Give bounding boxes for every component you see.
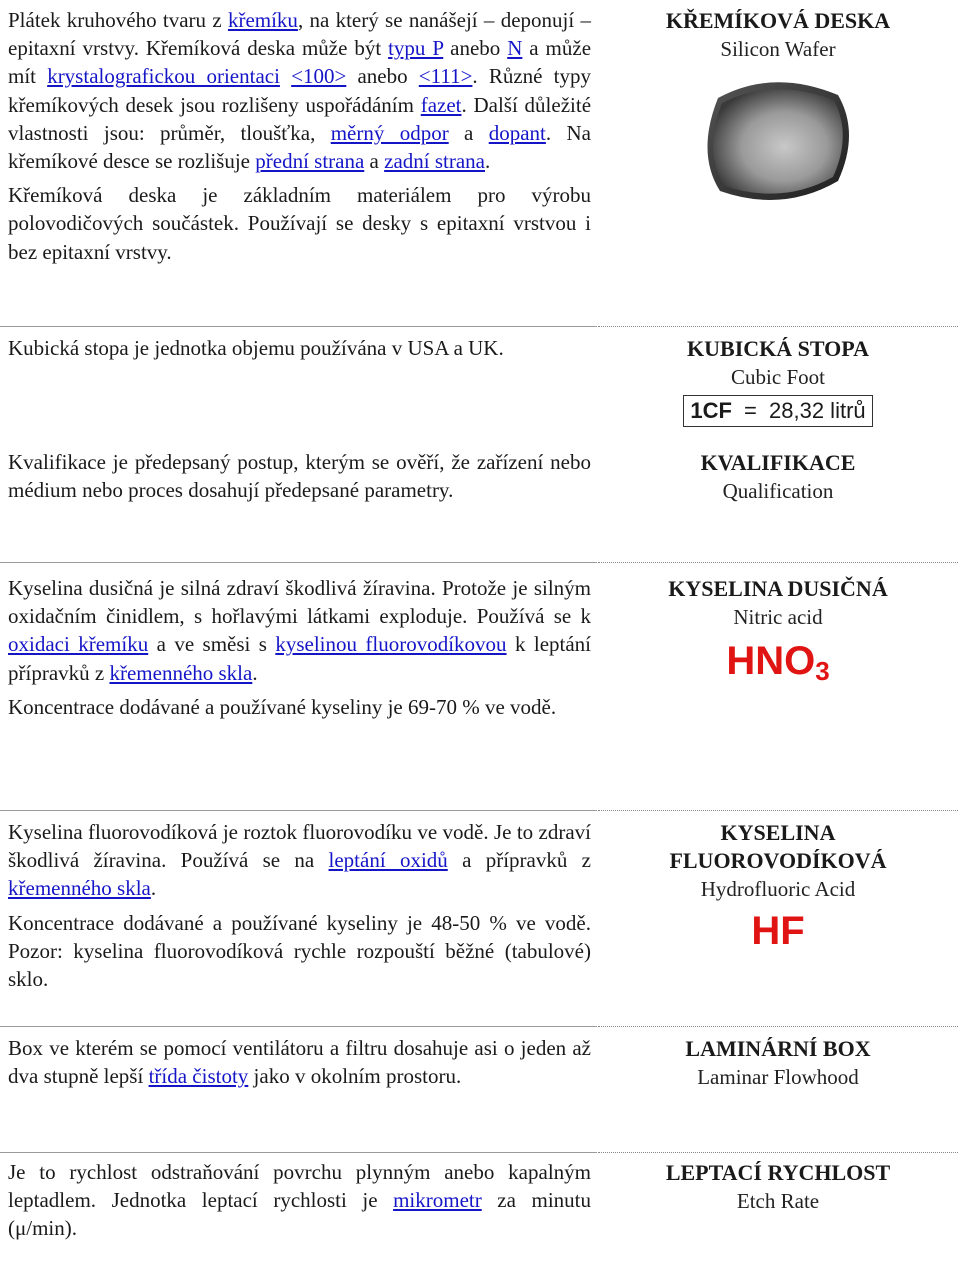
formula-subscript: 3	[815, 656, 830, 686]
text-run: a může mít	[8, 36, 592, 89]
text-run: . Další důležité vlastnosti jsou: průměr, tloušťka,	[8, 92, 592, 145]
divider	[598, 810, 958, 811]
term-link[interactable]: křemenného skla	[8, 876, 151, 901]
text-run	[280, 64, 291, 88]
formula-left: 1CF	[690, 398, 732, 423]
text-run: a přípravků z	[447, 848, 591, 873]
text-run: Křemíková deska je základním materiálem pro výrobu polovodičových součástek. Používají se desky s epitaxní vrstvou i bez epitaxní vrstvy.	[8, 183, 591, 264]
formula-main: HNO	[726, 639, 816, 683]
divider	[598, 1152, 958, 1153]
term-link[interactable]: měrný odpor	[330, 120, 449, 145]
text-run: Je to rychlost odstraňování povrchu plynným anebo kapalným leptadlem. Jednotka leptací rychlosti je	[8, 1160, 591, 1213]
translation: Etch Rate	[736, 1189, 820, 1213]
translation: Silicon Wafer	[720, 37, 836, 61]
translation: Laminar Flowhood	[697, 1065, 859, 1089]
translation: Nitric acid	[733, 605, 823, 629]
text-run: a	[364, 149, 385, 174]
divider	[598, 1026, 958, 1027]
text-run: . Na křemíkové desce se rozlišuje	[8, 120, 591, 174]
paragraph	[8, 6, 591, 175]
term-link[interactable]: křemíku	[227, 8, 298, 32]
term-link[interactable]: fazet	[420, 92, 462, 117]
text-run: .	[150, 876, 157, 901]
text-run: jako v okolním prostoru.	[248, 1064, 462, 1089]
text-run: Koncentrace dodávané a používané kyseliny je 69-70 % ve vodě.	[8, 694, 557, 719]
term-link[interactable]: typu P	[388, 36, 444, 61]
term: LAMINÁRNÍ BOX	[685, 1036, 871, 1061]
term-link[interactable]: oxidaci křemíku	[8, 632, 149, 657]
formula-right: 28,32 litrů	[769, 398, 866, 423]
term-link[interactable]: <100>	[291, 64, 347, 89]
text-run: . Různé typy křemíkových desek jsou rozlišeny uspořádáním	[8, 64, 591, 117]
term-link[interactable]: zadní strana	[384, 149, 485, 174]
term: KŘEMÍKOVÁ DESKA	[665, 8, 891, 33]
divider	[598, 562, 958, 563]
paragraph	[8, 1034, 591, 1090]
paragraph	[8, 448, 591, 504]
term-link[interactable]: mikrometr	[393, 1188, 482, 1213]
term: KYSELINA DUSIČNÁ	[668, 576, 888, 601]
term: KUBICKÁ STOPA	[687, 336, 869, 361]
definition	[8, 818, 591, 999]
term: KVALIFIKACE	[700, 450, 856, 475]
term: KYSELINA	[720, 820, 836, 845]
term-link[interactable]: leptání oxidů	[328, 848, 448, 873]
definition	[8, 574, 591, 727]
term-link[interactable]: krystalografickou orientaci	[47, 64, 280, 89]
term-link[interactable]: přední strana	[255, 149, 365, 174]
translation: Hydrofluoric Acid	[700, 877, 856, 901]
text-run: anebo	[443, 36, 508, 61]
paragraph	[8, 574, 591, 687]
divider	[0, 326, 597, 327]
term-link[interactable]: <111>	[418, 64, 473, 89]
chemical-formula: HF	[751, 909, 805, 953]
text-run: Koncentrace dodávané a používané kyseliny je 48-50 % ve vodě. Pozor: kyselina fluorovodíková rychle rozpouští běžné (tabulové) sklo.	[8, 910, 591, 992]
definition	[8, 448, 591, 510]
formula-equals: =	[744, 398, 757, 423]
text-run: Kyselina dusičná je silná zdraví škodlivá žíravina. Protože je silným oxidačním činidlem, s hořlavými látkami exploduje. Používá se k	[8, 576, 591, 629]
translation: Qualification	[722, 479, 834, 503]
definition	[8, 1034, 591, 1096]
chemical-formula	[598, 637, 958, 695]
term-link[interactable]: N	[507, 36, 523, 61]
term-link[interactable]: křemenného skla	[109, 660, 253, 685]
paragraph	[8, 334, 591, 362]
paragraph	[8, 1158, 591, 1243]
term: FLUOROVODÍKOVÁ	[669, 848, 887, 873]
paragraph	[8, 181, 591, 266]
cubic-foot-formula	[683, 395, 872, 427]
definition	[8, 334, 591, 368]
divider	[0, 810, 597, 811]
divider	[0, 562, 597, 563]
text-run: Kvalifikace je předepsaný postup, kterým se ověří, že zařízení nebo médium nebo proces dosahují předepsané parametry.	[8, 450, 591, 503]
definition	[8, 1158, 591, 1249]
text-run: Kyselina fluorovodíková je roztok fluorovodíku ve vodě. Je to zdraví škodlivá žíravina. Používá se na	[8, 820, 591, 873]
paragraph	[8, 693, 591, 721]
divider	[0, 1152, 597, 1153]
translation: Cubic Foot	[731, 365, 825, 389]
text-run: Box ve kterém se pomocí ventilátoru a filtru dosahuje asi o jeden až dva stupně lepší	[8, 1036, 591, 1089]
text-run: k leptání přípravků z	[8, 632, 591, 685]
text-run: a ve směsi s	[148, 632, 276, 657]
term-link[interactable]: dopant	[488, 120, 546, 145]
divider	[598, 326, 958, 327]
text-run: , na který se nanášejí – deponují – epitaxní vrstvy. Křemíková deska může být	[8, 8, 591, 61]
text-run: .	[252, 660, 258, 685]
text-run: .	[485, 149, 491, 174]
text-run: za minutu (μ/min).	[8, 1188, 591, 1241]
paragraph	[8, 818, 591, 903]
silicon-wafer-icon	[598, 73, 958, 228]
term: LEPTACÍ RYCHLOST	[665, 1160, 891, 1185]
text-run: Plátek kruhového tvaru z	[8, 8, 228, 32]
term-link[interactable]: kyselinou fluorovodíkovou	[275, 632, 507, 657]
paragraph	[8, 909, 591, 994]
text-run: a	[448, 120, 489, 145]
divider	[0, 1026, 597, 1027]
text-run: Kubická stopa je jednotka objemu používána v USA a UK.	[8, 336, 504, 360]
definition	[8, 6, 591, 272]
term-link[interactable]: třída čistoty	[148, 1064, 249, 1089]
text-run: anebo	[346, 64, 419, 89]
